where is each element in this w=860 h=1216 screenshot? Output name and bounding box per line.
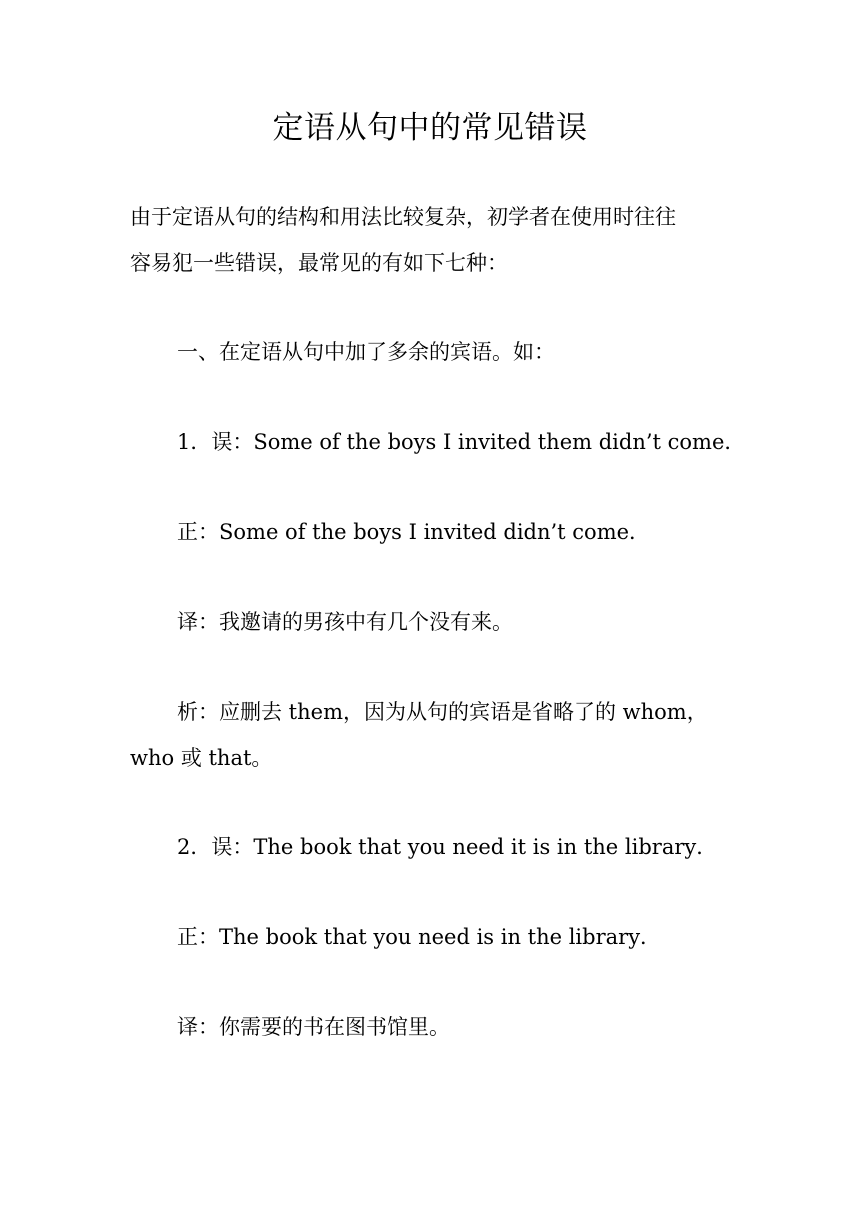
example-1-wrong: 1．误：Some of the boys I invited them didn’t come． [177, 430, 746, 454]
example-2-wrong: 2．误：The book that you need it is in the library． [177, 835, 718, 859]
intro-line-1: 由于定语从句的结构和用法比较复杂，初学者在使用时往往 [130, 205, 676, 229]
example-1-translation: 译：我邀请的男孩中有几个没有来。 [177, 610, 513, 634]
example-2-correct: 正：The book that you need is in the library． [177, 925, 662, 949]
example-2-translation: 译：你需要的书在图书馆里。 [177, 1015, 450, 1039]
section-1-heading: 一、在定语从句中加了多余的宾语。如： [177, 340, 555, 364]
example-1-analysis-line-2: who 或 that。 [130, 746, 273, 770]
intro-line-2: 容易犯一些错误，最常见的有如下七种： [130, 251, 508, 275]
example-1-correct: 正：Some of the boys I invited didn’t come． [177, 520, 651, 544]
document-title: 定语从句中的常见错误 [272, 110, 588, 146]
example-1-analysis-line-1: 析：应删去 them，因为从句的宾语是省略了的 whom， [177, 700, 708, 724]
